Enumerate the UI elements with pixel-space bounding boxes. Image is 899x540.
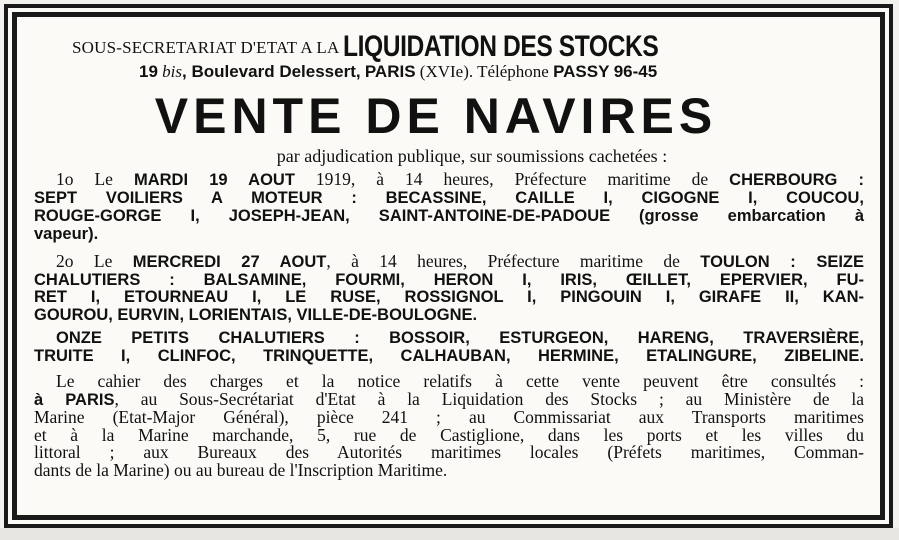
subtitle: par adjudication publique, sur soumissions cachetées : — [276, 146, 668, 166]
main-title: VENTE DE NAVIRES — [154, 88, 718, 144]
sale-cherbourg: 1o Le MARDI 19 AOUT 1919, à 14 heures, Préfecture maritime de CHERBOURG : SEPT VOILIERS A MOTEUR : BECASSINE, CAILLE I, CIGOGNE I, COUCOU, ROUGE-GORGE I, JOSEPH-JEAN, SAINT-ANTOINE-DE-PADOUE (grosse embarcation à vapeur). — [34, 169, 865, 243]
address-line: 19 bis, Boulevard Delessert, PARIS (XVIe). Téléphone PASSY 96-45 — [139, 62, 658, 81]
issuer-prefix: SOUS-SECRETARIAT D'ETAT A LA — [72, 38, 339, 57]
adjacent-column-strip — [0, 528, 899, 540]
consultation-notice: Le cahier des charges et la notice relatifs à cette vente peuvent être consultés : à PARIS, au Sous-Secrétariat d'Etat à la Liquidation des Stocks ; au Ministère de la Marine (Etat-Major Général), pièce 241 ; au Commissariat aux Transports maritimes et à la Marine marchande, 5, rue de Castiglione, dans les ports et les villes du littoral ; aux Bureaux des Autorités maritimes locales (Préfets maritimes, Comman- dants de la Marine) ou au bureau de l'Inscription Maritime. — [34, 371, 864, 480]
sale-toulon: 2o Le MERCREDI 27 AOUT, à 14 heures, Préfecture maritime de TOULON : SEIZE CHALUTIERS : BALSAMINE, FOURMI, HERON I, IRIS, ŒILLET, EPERVIER, FU- RET I, ETOURNEAU I, LE RUSE, ROSSIGNOL I, PINGOUIN I, GIRAFE II, KAN- GOUROU, EURVIN, LORIENTAIS, VILLE-DE-BOULOGNE. ONZE PETITS CHALUTIERS : BOSSOIR, ESTURGEON, HARENG, TRAVERSIÈRE, TRUITE I, CLINFOC, TRINQUETTE, CALHAUBAN, HERMINE, ETALINGURE, ZIBELINE. — [34, 251, 864, 365]
issuer-org: LIQUIDATION DES STOCKS — [342, 30, 659, 63]
advertisement-body — [34, 30, 864, 479]
issuer-line — [72, 30, 864, 64]
